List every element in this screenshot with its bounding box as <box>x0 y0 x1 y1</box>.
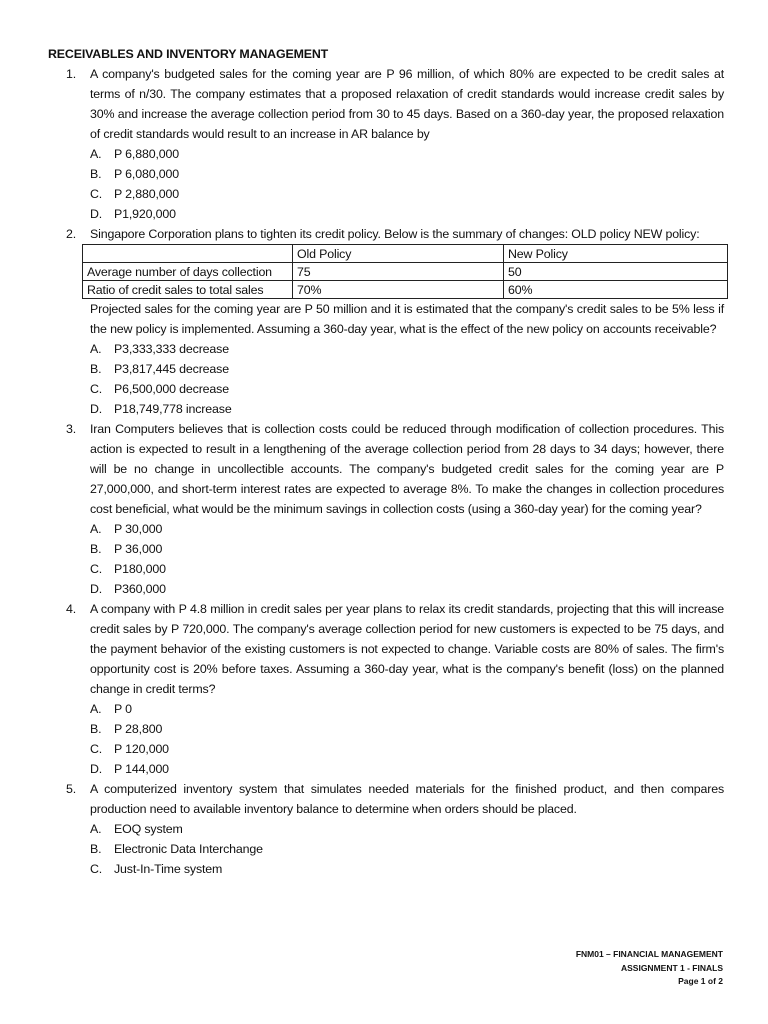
answer-options <box>90 699 724 779</box>
option-text: Electronic Data Interchange <box>114 842 263 856</box>
question-number: 4. <box>66 602 77 616</box>
option-b <box>90 719 724 739</box>
option-text: P 36,000 <box>114 542 163 556</box>
option-letter: C. <box>90 562 103 576</box>
table-cell: 70% <box>293 281 504 299</box>
option-letter: A. <box>90 342 102 356</box>
option-text: P 120,000 <box>114 742 169 756</box>
question-2 <box>46 224 724 419</box>
option-d <box>90 579 724 599</box>
answer-options <box>90 519 724 599</box>
option-text: P3,333,333 decrease <box>114 342 229 356</box>
option-text: Just-In-Time system <box>114 862 223 876</box>
option-letter: B. <box>90 722 102 736</box>
question-number: 3. <box>66 422 77 436</box>
question-5 <box>46 779 724 879</box>
option-letter: B. <box>90 362 102 376</box>
option-a <box>90 819 724 839</box>
option-letter: D. <box>90 762 103 776</box>
table-cell: Ratio of credit sales to total sales <box>83 281 293 299</box>
question-4 <box>46 599 724 779</box>
option-c <box>90 559 724 579</box>
option-letter: A. <box>90 702 102 716</box>
table-cell: Average number of days collection <box>83 263 293 281</box>
answer-options <box>90 144 724 224</box>
option-a <box>90 144 724 164</box>
option-letter: D. <box>90 402 103 416</box>
option-text: P180,000 <box>114 562 166 576</box>
option-d <box>90 399 724 419</box>
option-letter: B. <box>90 167 102 181</box>
option-b <box>90 164 724 184</box>
question-1 <box>46 64 724 224</box>
document-body <box>46 44 724 879</box>
option-a <box>90 339 724 359</box>
question-number: 5. <box>66 782 77 796</box>
option-letter: C. <box>90 742 103 756</box>
option-letter: C. <box>90 862 103 876</box>
table-header-row <box>83 245 728 263</box>
option-letter: A. <box>90 522 102 536</box>
question-text: Singapore Corporation plans to tighten its credit policy. Below is the summary of changes: OLD policy NEW policy: <box>90 227 700 241</box>
option-text: P 144,000 <box>114 762 169 776</box>
table-cell: 60% <box>504 281 728 299</box>
question-text-continued: Projected sales for the coming year are P 50 million and it is estimated that the company's credit sales to be 5% less if the new policy is implemented. Assuming a 360-day year, what is the effect of the new policy on accounts receivable? <box>90 302 724 336</box>
option-b <box>90 839 724 859</box>
option-a <box>90 699 724 719</box>
option-text: P 2,880,000 <box>114 187 179 201</box>
footer-course: FNM01 – FINANCIAL MANAGEMENT <box>575 949 723 959</box>
option-letter: A. <box>90 822 102 836</box>
section-heading: RECEIVABLES AND INVENTORY MANAGEMENT <box>48 47 329 61</box>
option-c <box>90 184 724 204</box>
option-letter: B. <box>90 542 102 556</box>
option-c <box>90 859 724 879</box>
policy-table <box>82 244 728 299</box>
option-letter: D. <box>90 207 103 221</box>
table-cell: 50 <box>504 263 728 281</box>
table-cell <box>83 245 293 263</box>
option-text: P6,500,000 decrease <box>114 382 229 396</box>
answer-options <box>90 819 724 879</box>
option-text: P 6,880,000 <box>114 147 179 161</box>
option-letter: C. <box>90 187 103 201</box>
option-text: P 30,000 <box>114 522 163 536</box>
option-c <box>90 379 724 399</box>
question-text: A company's budgeted sales for the coming year are P 96 million, of which 80% are expected to be credit sales at terms of n/30. The company estimates that a proposed relaxation of credit standards would increase credit sales by 30% and increase the average collection period from 30 to 45 days. Based on a 360-day year, the proposed relaxation of credit standards would result to an increase in AR balance by <box>90 67 724 141</box>
question-text: A computerized inventory system that simulates needed materials for the finished product, and then compares production need to available inventory balance to determine when orders should be placed. <box>90 782 724 816</box>
question-3 <box>46 419 724 599</box>
option-b <box>90 359 724 379</box>
option-letter: C. <box>90 382 103 396</box>
option-a <box>90 519 724 539</box>
option-text: P1,920,000 <box>114 207 176 221</box>
question-text: A company with P 4.8 million in credit sales per year plans to relax its credit standards, projecting that this will increase credit sales by P 720,000. The company's average collection period for new customers is expected to be 75 days, and the payment behavior of the existing customers is not expected to change. Variable costs are 80% of sales. The firm's opportunity cost is 20% before taxes. Assuming a 360-day year, what is the company's benefit (loss) on the planned change in credit terms? <box>90 602 724 696</box>
option-text: P18,749,778 increase <box>114 402 232 416</box>
question-number: 2. <box>66 227 77 241</box>
option-text: P 28,800 <box>114 722 163 736</box>
answer-options <box>90 339 724 419</box>
table-header-cell: New Policy <box>504 245 728 263</box>
option-text: P3,817,445 decrease <box>114 362 229 376</box>
question-text: Iran Computers believes that is collection costs could be reduced through modification of collection procedures. This action is expected to result in a lengthening of the average collection period from 28 days to 34 days; however, there will be no change in uncollectible accounts. The company's budgeted credit sales for the coming year are P 27,000,000, and short-term interest rates are expected to average 8%. To make the changes in collection procedures cost beneficial, what would be the minimum savings in collection costs (using a 360-day year) for the coming year? <box>90 422 724 516</box>
option-letter: A. <box>90 147 102 161</box>
page-footer <box>576 948 723 989</box>
footer-assignment: ASSIGNMENT 1 - FINALS <box>620 962 723 973</box>
footer-page-number: Page 1 of 2 <box>678 976 723 986</box>
table-row <box>83 281 728 299</box>
question-number: 1. <box>66 67 77 81</box>
option-letter: B. <box>90 842 102 856</box>
table-cell: 75 <box>293 263 504 281</box>
option-text: P360,000 <box>114 582 166 596</box>
table-header-cell: Old Policy <box>293 245 504 263</box>
option-c <box>90 739 724 759</box>
table-row <box>83 263 728 281</box>
option-text: EOQ system <box>114 822 183 836</box>
option-text: P 0 <box>114 702 132 716</box>
option-text: P 6,080,000 <box>114 167 179 181</box>
option-letter: D. <box>90 582 103 596</box>
option-d <box>90 204 724 224</box>
option-d <box>90 759 724 779</box>
option-b <box>90 539 724 559</box>
